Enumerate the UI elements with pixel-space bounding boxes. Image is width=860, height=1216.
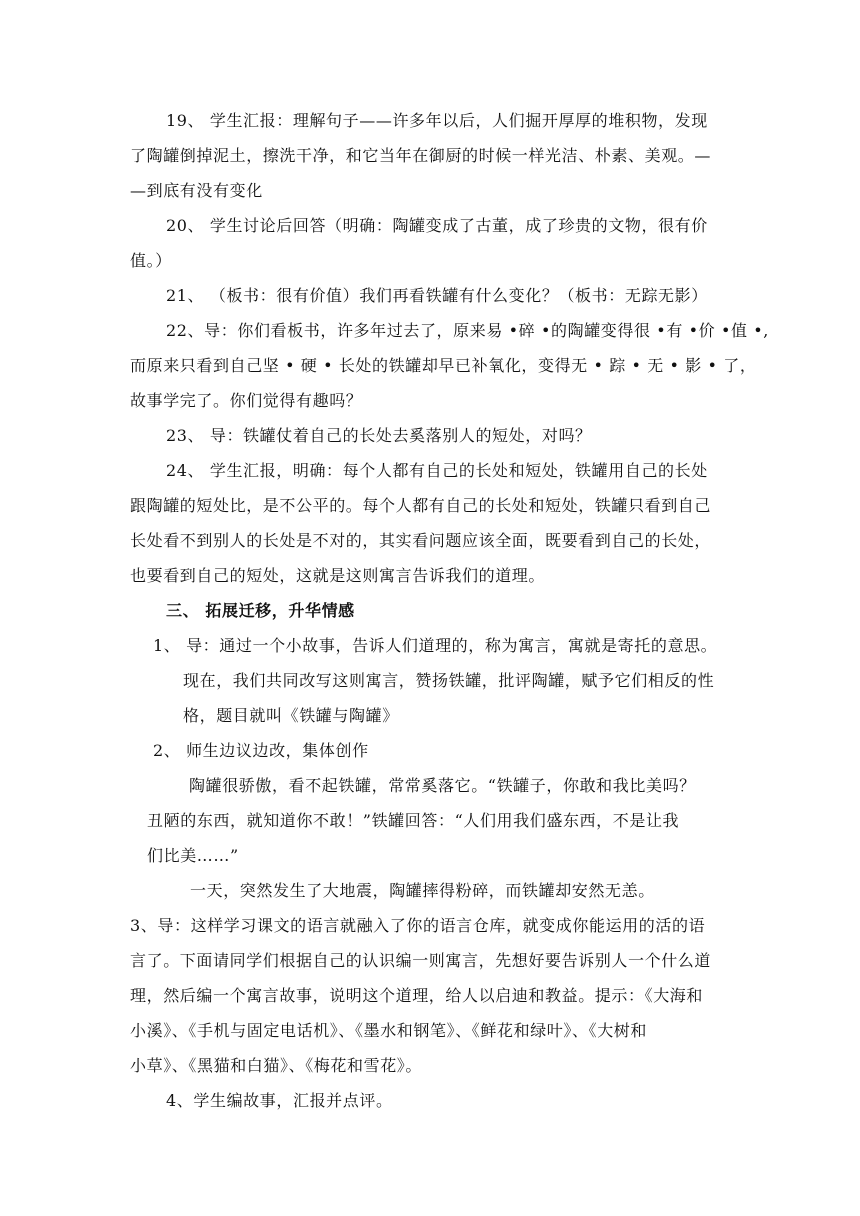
paragraph-20-line-1: 20、 学生讨论后回答（明确：陶罐变成了古董，成了珍贵的文物，很有价 [166, 216, 708, 235]
paragraph-22-line-2: 而原来只看到自己坚 • 硬 • 长处的铁罐却早已补氧化，变得无 • 踪 • 无 • 影 • 了， [130, 356, 757, 375]
item-4: 4、学生编故事，汇报并点评。 [166, 1091, 393, 1110]
item-3-line-4: 小溪》、《手机与固定电话机》、《墨水和钢笔》、《鲜花和绿叶》、《大树和 [130, 1021, 648, 1040]
paragraph-23: 23、 导：铁罐仗着自己的长处去奚落别人的短处，对吗？ [166, 426, 592, 445]
item-3-line-1: 3、导：这样学习课文的语言就融入了你的语言仓库，就变成你能运用的活的语 [130, 916, 706, 935]
paragraph-19-line-3: —到底有没有变化 [130, 181, 263, 200]
item-2: 2、 师生边议边改，集体创作 [153, 741, 369, 760]
paragraph-24-line-4: 也要看到自己的短处，这就是这则寓言告诉我们的道理。 [130, 566, 546, 585]
item-3-line-5: 小草》、《黑猫和白猫》、《梅花和雪花》。 [130, 1056, 423, 1075]
paragraph-21: 21、 （板书：很有价值）我们再看铁罐有什么变化？（板书：无踪无影） [166, 286, 708, 305]
paragraph-19-line-2: 了陶罐倒掉泥土，擦洗干净，和它当年在御厨的时候一样光洁、朴素、美观。— [130, 146, 712, 165]
paragraph-22-line-1: 22、导：你们看板书，许多年过去了，原来易 •碎 •的陶罐变得很 •有 •价 •值 •, [166, 321, 769, 340]
paragraph-24-line-1: 24、 学生汇报，明确：每个人都有自己的长处和短处，铁罐用自己的长处 [166, 461, 708, 480]
story-line-3: 们比美……” [147, 846, 239, 865]
paragraph-20-line-2: 值。） [130, 251, 172, 270]
paragraph-24-line-2: 跟陶罐的短处比，是不公平的。每个人都有自己的长处和短处，铁罐只看到自己 [130, 496, 712, 515]
paragraph-19-line-1: 19、 学生汇报：理解句子——许多年以后，人们掘开厚厚的堆积物，发现 [166, 111, 708, 130]
item-1-line-1: 1、 导：通过一个小故事，告诉人们道理的，称为寓言，寓就是寄托的意思。 [153, 636, 718, 655]
item-1-line-2: 现在，我们共同改写这则寓言，赞扬铁罐，批评陶罐，赋予它们相反的性 [183, 671, 715, 690]
item-1-line-3: 格，题目就叫《铁罐与陶罐》 [183, 706, 399, 725]
story-line-1: 陶罐很骄傲，看不起铁罐，常常奚落它。“铁罐子，你敢和我比美吗？ [189, 776, 696, 795]
story-line-2: 丑陋的东西，就知道你不敢！”铁罐回答：“人们用我们盛东西，不是让我 [147, 811, 680, 830]
item-3-line-2: 言了。下面请同学们根据自己的认识编一则寓言，先想好要告诉别人一个什么道 [130, 951, 712, 970]
item-3-line-3: 理，然后编一个寓言故事，说明这个道理，给人以启迪和教益。提示：《大海和 [130, 986, 704, 1005]
paragraph-24-line-3: 长处看不到别人的长处是不对的，其实看问题应该全面，既要看到自己的长处， [130, 531, 712, 550]
section-heading-3: 三、 拓展迁移，升华情感 [166, 601, 355, 620]
story-line-4: 一天，突然发生了大地震，陶罐摔得粉碎，而铁罐却安然无恙。 [190, 881, 655, 900]
paragraph-22-line-3: 故事学完了。你们觉得有趣吗？ [130, 391, 363, 410]
